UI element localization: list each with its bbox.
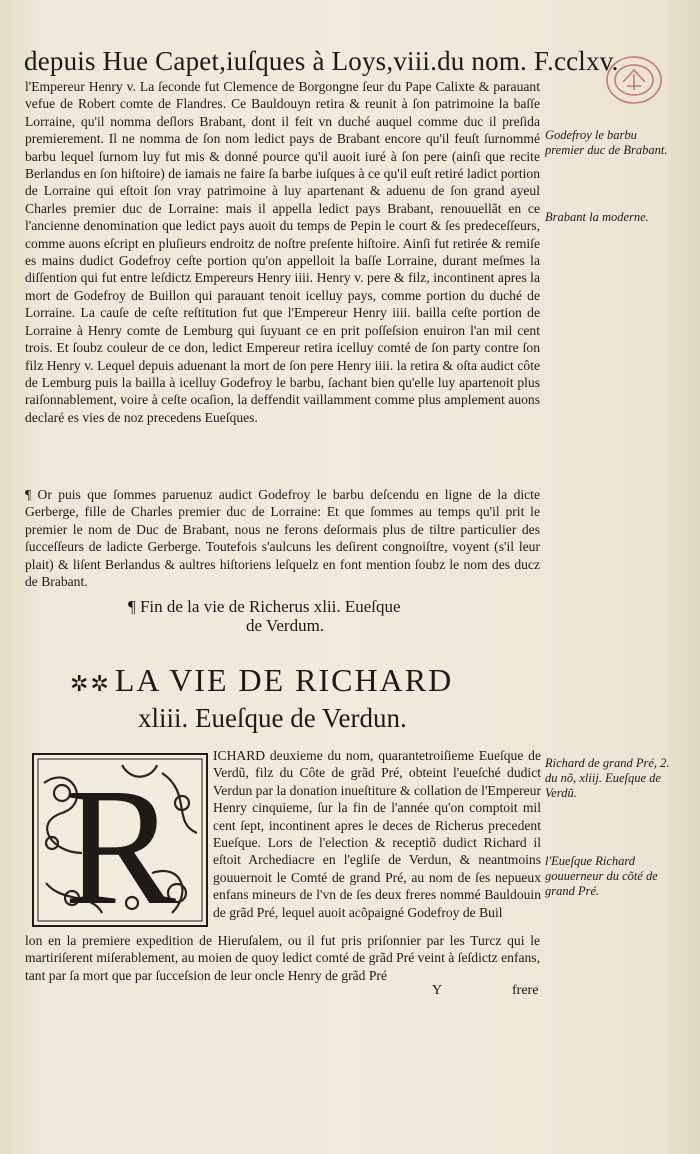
paragraph-4: lon en la premiere expedition de Hieruſalem, ou il fut pris priſonnier par les Turcz qui le martiriſerent miſerablement, au moien de quoy ledict comté de grãd Pré veint à ſeſdictz enfans, tant par ſa mort que par ſucceſsion de leur oncle Henry de grãd Pré xyxy=(25,933,540,983)
stamp-seal-icon xyxy=(607,57,661,103)
library-stamp xyxy=(603,52,665,108)
end-note-line-2: de Verdum. xyxy=(246,616,325,635)
running-header: depuis Hue Capet,iuſques à Loys,viii.du nom. F.cclxv. xyxy=(24,46,619,76)
ornament-icon: ✲✲ xyxy=(70,670,111,696)
chapter-title-line-1 xyxy=(70,662,530,702)
catchword: frere xyxy=(512,983,539,998)
chapter-title-line-2: xliii. Eueſque de Verdun. xyxy=(138,702,407,733)
margin-note-3: Richard de grand Pré, 2. du nõ, xliij. Eueſque de Verdũ. xyxy=(545,756,670,800)
chapter-title-text: LA VIE DE RICHARD xyxy=(114,662,454,698)
decorated-initial xyxy=(32,753,208,927)
chapter-title xyxy=(70,662,530,734)
paragraph-2: ¶ Or puis que ſommes paruenuz audict Godefroy le barbu deſcendu en ligne de la dicte Gerberge, fille de Charles premier duc de Lorraine: Et que ſommes au temps qu'il prit le premier le nom de Duc de Brabant, nous ne ferons deſormais plus de tiltre particulier des ſucceſſeurs de ladicte Gerberge. Toutefois s'aulcuns les deſirent congnoiſtre, voyent (s'il leur plait) & liſent Berlandus & aultres hiſtoriens leſquelz en font mention ſoubz le nom des ducz de Brabant. xyxy=(25,487,540,590)
chapter-end-note xyxy=(128,597,488,635)
initial-letter: R xyxy=(63,754,177,927)
margin-note-4: l'Eueſque Richard gouuerneur du cõté de grand Pré. xyxy=(545,854,658,898)
signature-mark: Y xyxy=(432,983,443,998)
margin-note-2: Brabant la moderne. xyxy=(545,210,649,224)
paragraph-3: ICHARD deuxieme du nom, quarantetroiſieme Eueſque de Verdũ, filz du Côte de grãd Pré, obteint l'eueſché dudict Verdun par la donation inueſtiture & collation de l'Empereur Henry cinquieme, ſur la fin de l'année qu'on comptoit mil cent ſept, incontinent apres le deces de Richerus precedent Eueſque. Lors de l'election & receptiõ dudict Richard il eſtoit Archediacre en l'egliſe de Verdun, & neantmoins gouuernoit le Comté de grand Pré, au nom de ſes nepueux enfans mineurs de l'vn de ſes deux freres nommé Bauldouin de grãd Pré, lequel auoit acõpaigné Godefroy de Buil xyxy=(213,748,541,920)
paragraph-1: l'Empereur Henry v. La ſeconde fut Clemence de Borgongne ſeur du Pape Calixte & parauant vefue de Robert comte de Flandres. Ce Bauldouyn retira & reunit à ſon patrimoine la baſſe Lorraine, qu'il nomma deſlors Brabant, dont il feit vn duché auquel comme duc il preſida premierement. Il ne nomma de ſon nom ledict pays de Brabant encore qu'il feuſt ſurnommé barbu lequel ſurnom luy fut mis & donné pource qu'il auoit iuré à ſon pere (ainſi que recite Berlandus en ſon hiſtoire) de iamais ne faire ſa barbe iuſques à ce qu'il euſt retiré ladict portion de Lorraine qui eſtoit ſon vray patrimoine à luy apartenant & aduenu de ſon grand ayeul Charles premier duc de Lorraine: mais il appella ledict pays Brabant, renouuellãt en ce l'ancienne denomination que ledict pays auoit du temps de Pepin le court & ſes predeceſſeurs, comme auons eſcript en pluſieurs endroitz de noſtre preſente hiſtoire. Ainſi fut retirée & remiſe es mains dudict Godefroy ceſte portion qu'on appelloit la baſſe Lorraine, durant meſmes la diſſention qui fut entre leſdictz Empereurs Henry iiii. Henry v. pere & filz, incontinent apres la mort de Godefroy de Buillon qui parauant tenoit icelluy pays, comme portion du duché de Lorraine. La cauſe de ceſte reſtitution fut que l'Empereur Henry iiii. bailla ceſte portion de Lorraine à Henry comte de Lemburg qui ſuyuant ce en prit poſſeſsion enuiron l'an mil cent trois. Et ſoubz couleur de ce don, ledict Empereur retira icelluy comté de ſon party contre ſon filz Henry v. Lequel depuis aduenant la mort de ſon pere Henry iiii. la retira & oſta audict côte de Lemburg puis la bailla à icelluy Godefroy le barbu, ſachant bien qu'elle luy apartenoit plus raiſonnablement, voire à ceſte ocaſion, la deffendit vaillamment comme plus amplement auons declaré es vies de noz precedens Eueſques. xyxy=(25,79,540,425)
end-note-line-1: ¶ Fin de la vie de Richerus xlii. Eueſque xyxy=(128,597,401,616)
margin-note-1: Godefroy le barbu premier duc de Brabant. xyxy=(545,128,668,157)
